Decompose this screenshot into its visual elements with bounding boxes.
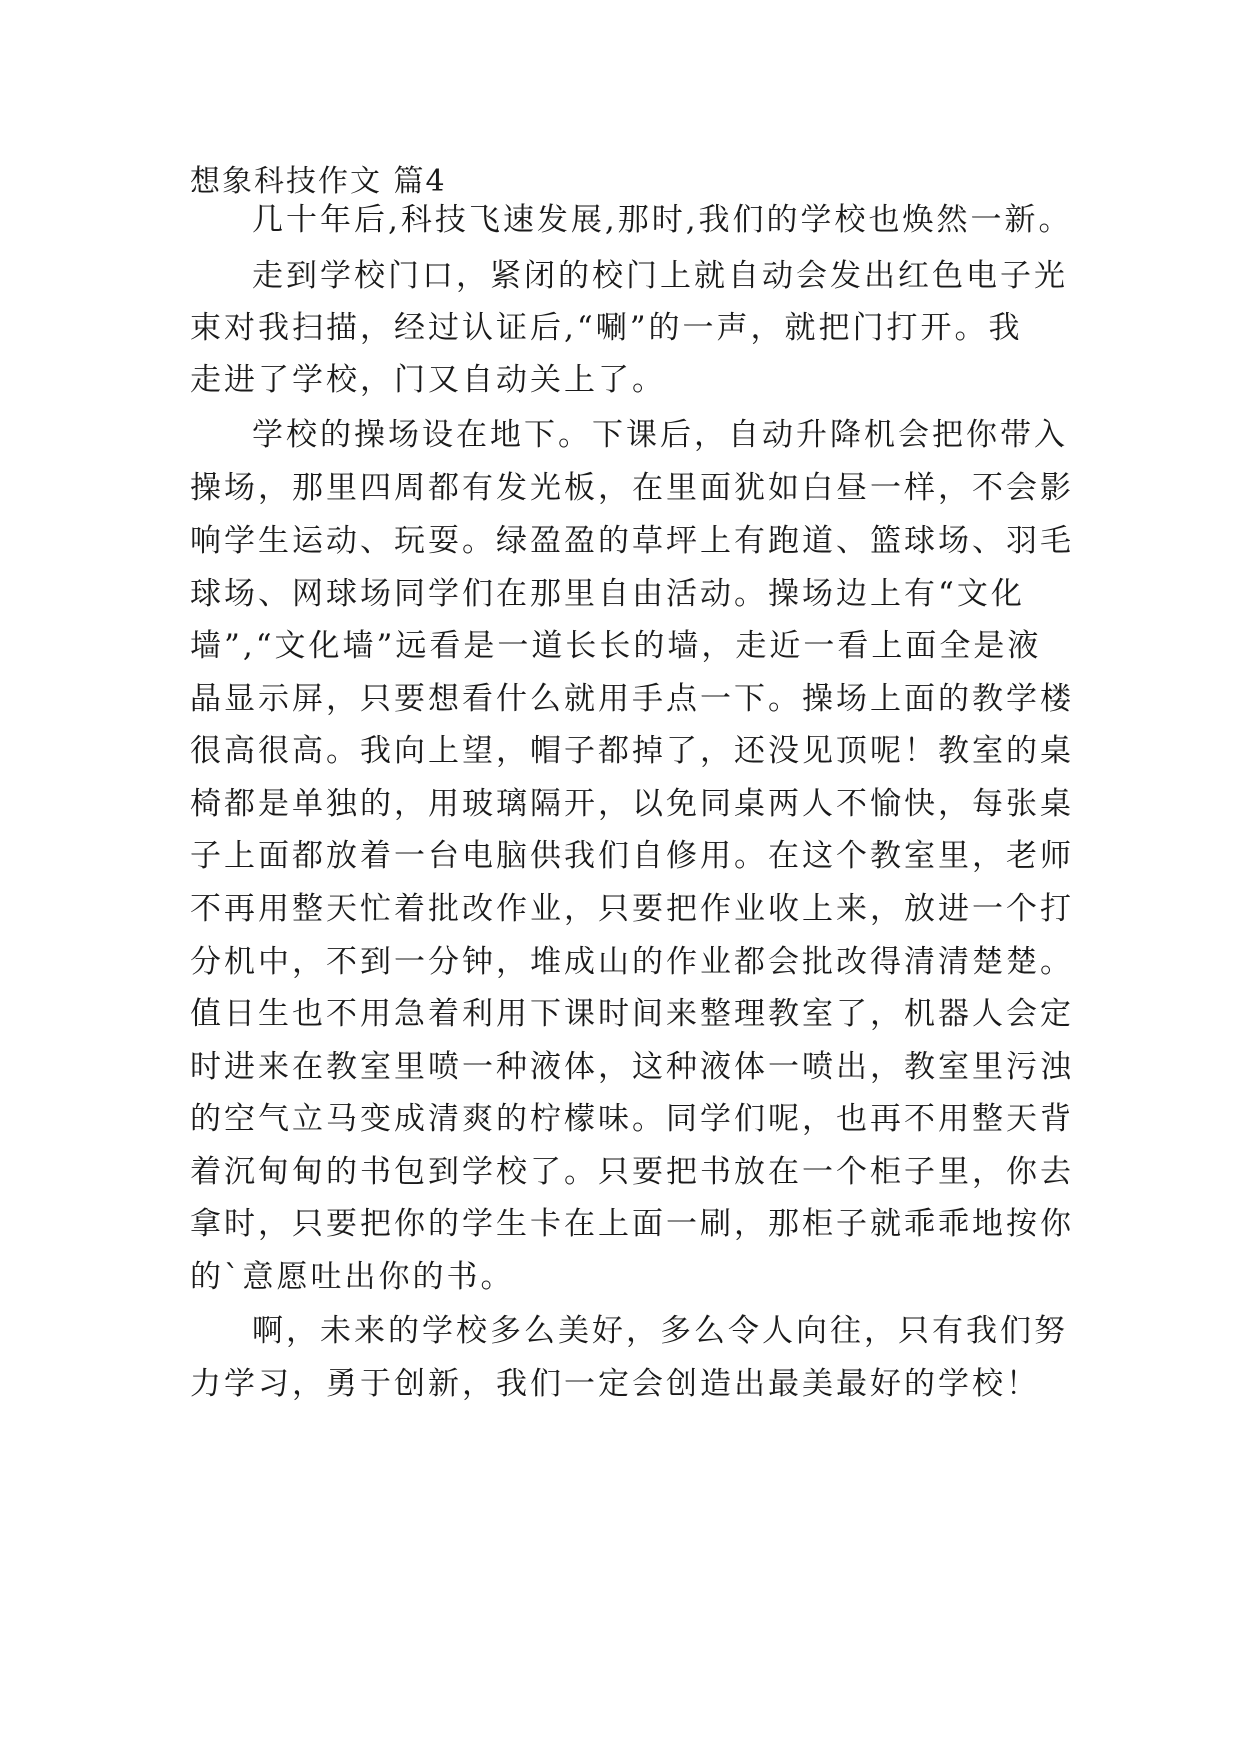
document-title: 想象科技作文 篇4 (190, 164, 447, 199)
paragraph-line: 子上面都放着一台电脑供我们自修用。在这个教室里，老师 (190, 838, 1074, 874)
paragraph-line: 束对我扫描，经过认证后,“唰”的一声，就把门打开。我 (190, 310, 1023, 346)
paragraph-line: 值日生也不用急着利用下课时间来整理教室了，机器人会定 (190, 996, 1074, 1032)
paragraph-line: 响学生运动、玩耍。绿盈盈的草坪上有跑道、篮球场、羽毛 (190, 523, 1074, 559)
paragraph-line: 力学习，勇于创新，我们一定会创造出最美最好的学校！ (190, 1366, 1040, 1402)
paragraph-line: 墙”,“文化墙”远看是一道长长的墙，走近一看上面全是液 (190, 628, 1042, 664)
paragraph-line: 走到学校门口，紧闭的校门上就自动会发出红色电子光 (252, 258, 1068, 294)
paragraph-line: 啊，未来的学校多么美好，多么令人向往，只有我们努 (252, 1313, 1068, 1349)
paragraph-line: 操场，那里四周都有发光板，在里面犹如白昼一样，不会影 (190, 470, 1074, 506)
paragraph-line: 着沉甸甸的书包到学校了。只要把书放在一个柜子里，你去 (190, 1154, 1074, 1190)
paragraph-line: 的空气立马变成清爽的柠檬味。同学们呢，也再不用整天背 (190, 1101, 1074, 1137)
paragraph-line: 椅都是单独的，用玻璃隔开，以免同桌两人不愉快，每张桌 (190, 786, 1074, 822)
paragraph-line: 时进来在教室里喷一种液体，这种液体一喷出，教室里污浊 (190, 1049, 1074, 1085)
paragraph-line: 很高很高。我向上望，帽子都掉了，还没见顶呢！教室的桌 (190, 733, 1074, 769)
paragraph-line: 不再用整天忙着批改作业，只要把作业收上来，放进一个打 (190, 891, 1074, 927)
paragraph-line: 球场、网球场同学们在那里自由活动。操场边上有“文化 (190, 576, 1025, 612)
paragraph-line: 几十年后,科技飞速发展,那时,我们的学校也焕然一新。 (252, 202, 1073, 238)
paragraph-line: 拿时，只要把你的学生卡在上面一刷，那柜子就乖乖地按你 (190, 1206, 1074, 1242)
paragraph-line: 分机中，不到一分钟，堆成山的作业都会批改得清清楚楚。 (190, 944, 1074, 980)
paragraph-line: 学校的操场设在地下。下课后，自动升降机会把你带入 (252, 417, 1068, 453)
paragraph-line: 晶显示屏，只要想看什么就用手点一下。操场上面的教学楼 (190, 681, 1074, 717)
paragraph-line: 的`意愿吐出你的书。 (190, 1259, 515, 1295)
paragraph-line: 走进了学校，门又自动关上了。 (190, 362, 666, 398)
